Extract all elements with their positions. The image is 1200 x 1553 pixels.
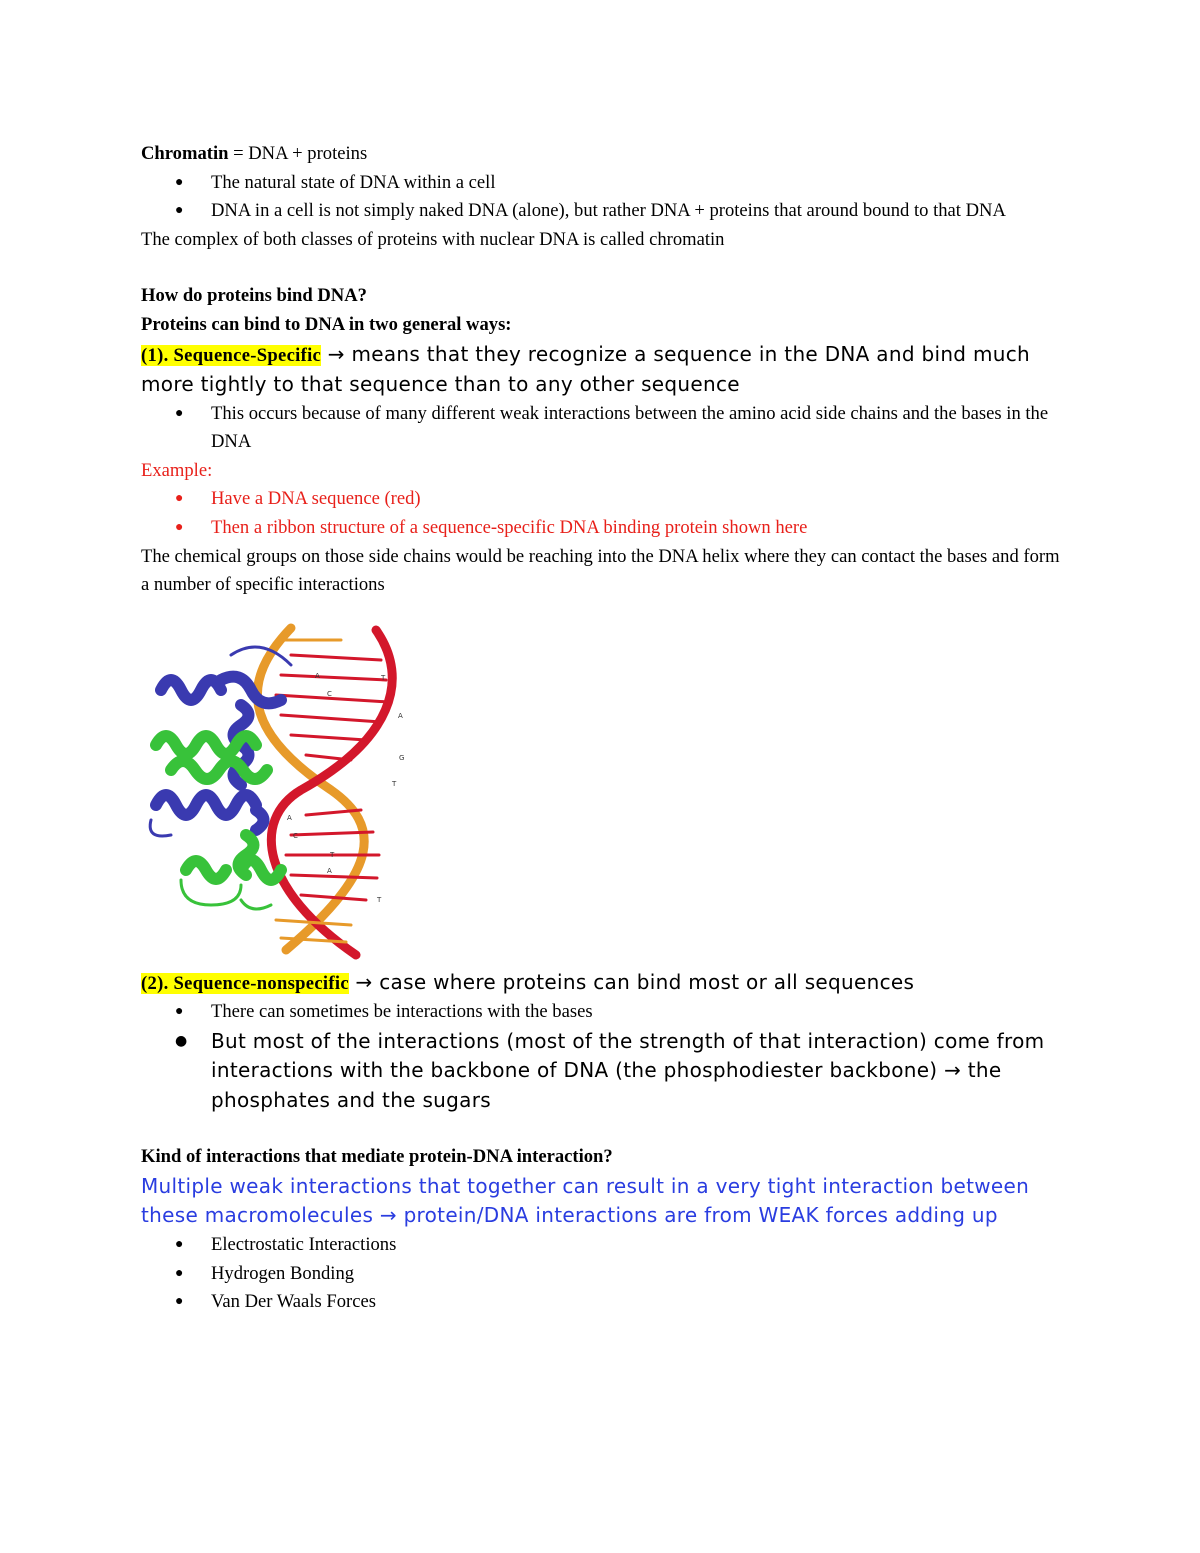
bullet-icon: ● [175,519,184,535]
list-item: ● But most of the interactions (most of the strength of that interaction) come from interactions with the backbone of DNA (the phosphodiester backbone) → the phosphates and the sugars [175,1028,1045,1112]
chromatin-summary: The complex of both classes of proteins with nuclear DNA is called chromatin [141,228,725,250]
example-bullets [141,485,1061,542]
list-item: ● Have a DNA sequence (red) [141,485,1061,514]
chromatin-definition [141,140,1061,169]
list-item: ● There can sometimes be interactions with the bases [141,998,1061,1027]
base-letter: T [377,896,382,904]
list-item: ● Hydrogen Bonding [141,1260,1061,1289]
list-item: ● This occurs because of many different weak interactions between the amino acid side chains and the bases in the DNA [141,400,1061,457]
base-letter: A [315,672,320,680]
protein-green-loops [181,880,271,909]
bullet-icon: ● [175,1004,184,1020]
interactions-answer: Multiple weak interactions that together can result in a very tight interaction between these macromolecules → protein/DNA interactions are from WEAK forces adding up [141,1173,1030,1228]
base-letter: T [330,851,335,859]
interactions-question: Kind of interactions that mediate protein-DNA interaction? [141,1146,613,1168]
after-example-paragraph: The chemical groups on those side chains would be reaching into the DNA helix where they can contact the bases and form a number of specific interactions [141,545,1060,596]
chromatin-definition-text: = DNA + proteins [228,143,368,164]
base-letter: C [293,832,298,840]
base-letter: A [327,867,332,875]
nonspecific-paragraph [141,968,1061,999]
list-item: ● Then a ribbon structure of a sequence-specific DNA binding protein shown here [141,514,1061,543]
list-item: ● DNA in a cell is not simply naked DNA (alone), but rather DNA + proteins that around bound to that DNA [141,197,1061,226]
bullet-icon: ● [175,1294,184,1310]
base-letter: C [327,690,332,698]
specific-text: → means that they recognize a sequence in the DNA and bind much more tightly to that sequence than to any other sequence [141,341,1030,397]
list-item: ● The natural state of DNA within a cell [141,169,1061,198]
list-item: ● Van Der Waals Forces [141,1288,1061,1317]
chromatin-bullets [141,169,1061,226]
dna-base-pairs [276,655,389,900]
bullet-icon: ● [175,1236,184,1252]
interactions-bullets [141,1231,1061,1317]
base-letter: G [399,754,405,762]
nonspecific-bullets [141,998,1061,1115]
dna-double-helix [257,628,392,955]
example-label: Example: [141,459,213,481]
specific-label: (1). Sequence-Specific [141,344,322,366]
bullet-icon: ● [175,491,184,507]
specific-paragraph [141,340,1061,400]
base-letter: A [287,814,292,822]
chromatin-term: Chromatin [141,143,229,164]
protein-ribbon [150,647,291,909]
bullet-icon: ● [175,174,184,190]
nonspecific-text: → case where proteins can bind most or all sequences [348,969,915,994]
bullet-icon: ● [175,405,184,421]
bullet-icon: ● [175,1265,184,1281]
binding-question: How do proteins bind DNA? [141,285,367,307]
nonspecific-label: (2). Sequence-nonspecific [141,972,349,994]
bullet-icon: ● [175,1032,188,1049]
list-item: ● Electrostatic Interactions [141,1231,1061,1260]
binding-subheading: Proteins can bind to DNA in two general ways: [141,313,512,335]
base-letter: T [392,780,397,788]
base-letter: A [398,712,403,720]
specific-bullets [141,400,1061,457]
base-letter: T [381,674,386,682]
protein-dna-ribbon-figure [141,620,413,960]
bullet-icon: ● [175,203,184,219]
